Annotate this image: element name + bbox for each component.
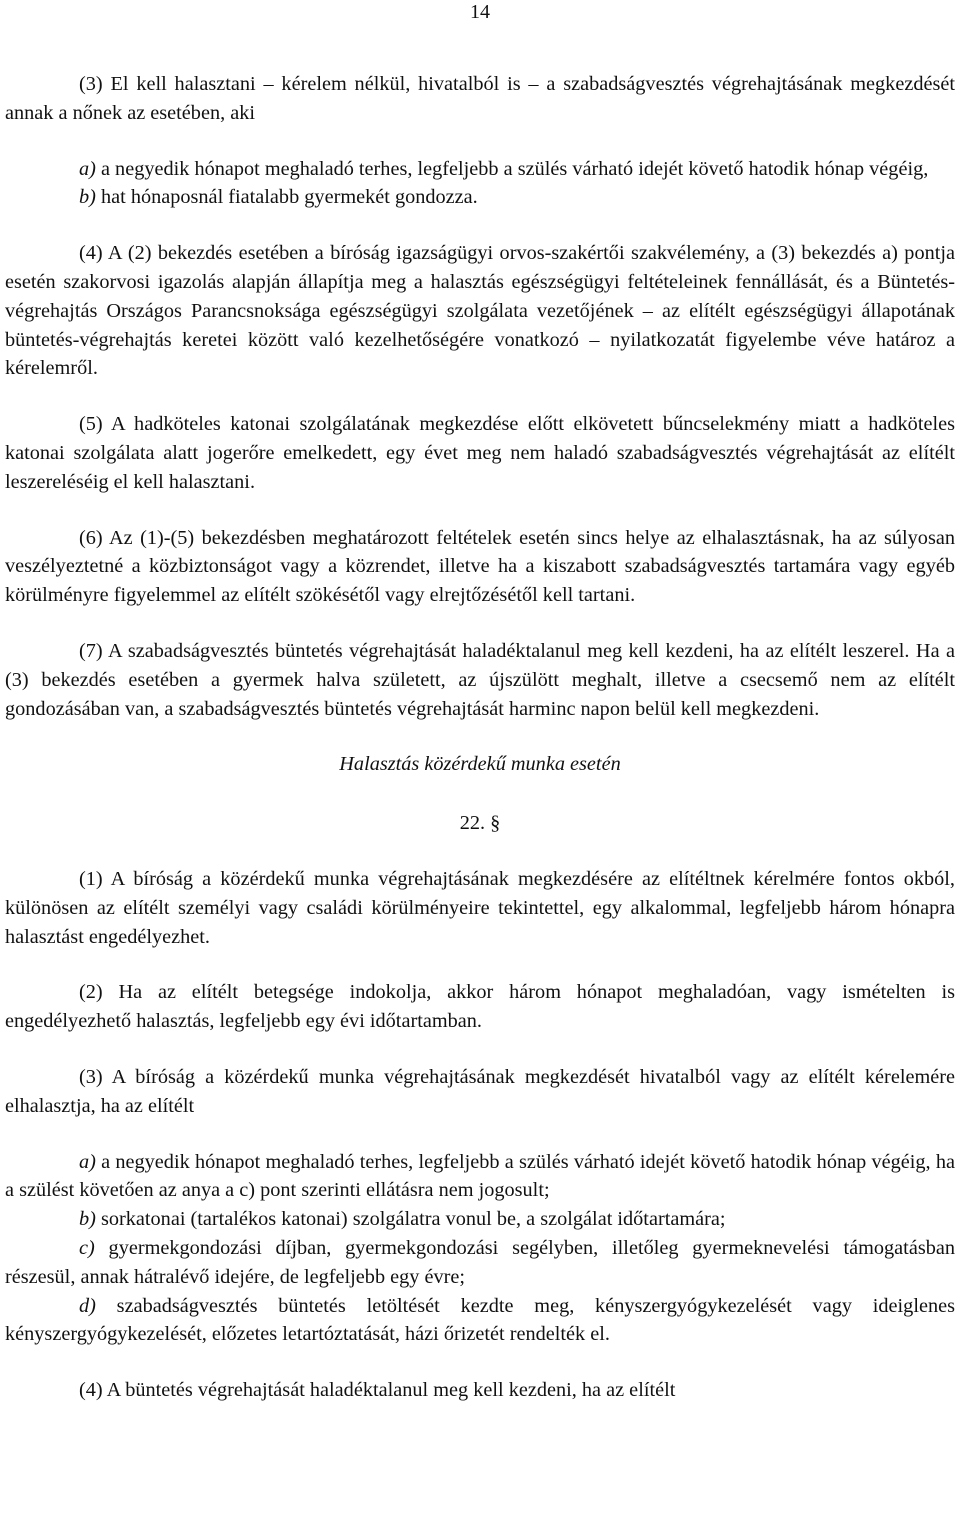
item-text: hat hónaposnál fiatalabb gyermekét gondozza. — [95, 186, 478, 209]
page-number: 14 — [470, 1, 490, 23]
list-item-b — [5, 183, 955, 212]
paragraph-20-6: (6) Az (1)-(5) bekezdésben meghatározott feltételek esetén sincs helye az elhalasztásnak, ha az súlyosan veszélyeztetné a közbiztonságot vagy a közrendet, illetve ha a kiszabott szabadságvesztés tartamára vagy egyéb körülményre figyelemmel az elítélt szökésétől vagy elrejtőzésétől kell tartani. — [5, 526, 955, 607]
item-text: szabadságvesztés büntetés letöltését kezdte meg, kényszergyógykezelését vagy ideiglenes kényszergyógykezelését, előzetes letartóztatását, házi őrizetét rendelték el. — [5, 1294, 955, 1346]
item-text: a negyedik hónapot meghaladó terhes, legfeljebb a szülés várható idejét követő hatodik hónap végéig, ha a szülést követően az anya a c) pont szerinti ellátásra nem jogosult; — [5, 1150, 955, 1202]
paragraph-20-5: (5) A hadköteles katonai szolgálatának megkezdése előtt elkövetett bűncselekmény miatt a hadköteles katonai szolgálata alatt jogerőre emelkedett, egy évet meg nem haladó szabadságvesztés végrehajtását az elítélt leszereléséig el kell halasztani. — [5, 413, 955, 493]
paragraph-20-7: (7) A szabadságvesztés büntetés végrehajtását haladéktalanul meg kell kezdeni, ha az elítélt leszerel. Ha a (3) bekezdés esetében a gyermek halva született, az újszülött meghalt, illetve a csecsemő nem az elítélt gondozásában van, a szabadságvesztés büntetés végrehajtását harminc napon belül kell megkezdeni. — [5, 639, 955, 720]
list-item-a — [5, 1148, 955, 1206]
paragraph-22-4: (4) A büntetés végrehajtását haladéktalanul meg kell kezdeni, ha az elítélt — [79, 1379, 676, 1402]
document-body — [5, 70, 955, 1405]
item-label: a) — [79, 1150, 96, 1173]
paragraph-20-4: (4) A (2) bekezdés esetében a bíróság igazságügyi orvos-szakértői szakvélemény, a (3) bekezdés a) pontja esetén szakorvosi igazolás alapján állapítja meg a halasztás egészségügyi feltételeinek fennállását, és a Büntetés-végrehajtás Országos Parancsnoksága egészségügyi szolgálata vezetőjének – az elítélt egészségügyi állapotának büntetés-végrehajtás keretei között való kezelhetőségére vonatkozó – nyilatkozatát figyelembe véve határoz a kérelemről. — [5, 242, 955, 380]
item-text: a negyedik hónapot meghaladó terhes, legfeljebb a szülés várható idejét követő hatodik hónap végéig, — [95, 157, 929, 180]
list-item-a — [5, 155, 955, 184]
paragraph-22-1: (1) A bíróság a közérdekű munka végrehajtásának megkezdésére az elítéltnek kérelmére fontos okból, különösen az elítélt személyi vagy családi körülményeire tekintettel, egy alkalommal, legfeljebb három hónapra halasztást engedélyezhet. — [5, 867, 955, 948]
item-label: c) — [79, 1236, 95, 1259]
list-item-b — [5, 1205, 955, 1234]
section-number: 22. § — [459, 812, 501, 835]
item-label: b) — [79, 1208, 96, 1231]
item-text: sorkatonai (tartalékos katonai) szolgálatra vonul be, a szolgálat időtartamára; — [95, 1208, 726, 1231]
item-label: b) — [79, 186, 96, 209]
paragraph-22-2: (2) Ha az elítélt betegsége indokolja, akkor három hónapot meghaladóan, vagy ismételten is engedélyezhető halasztás, legfeljebb egy évi időtartamban. — [5, 981, 955, 1033]
section-title: Halasztás közérdekű munka esetén — [339, 753, 621, 776]
item-label: d) — [79, 1294, 96, 1317]
item-label: a) — [79, 157, 96, 180]
list-item-c — [5, 1234, 955, 1292]
item-text: gyermekgondozási díjban, gyermekgondozási segélyben, illetőleg gyermeknevelési támogatásban részesül, annak hátralévő idejére, de legfeljebb egy évre; — [5, 1236, 955, 1288]
list-item-d — [5, 1292, 955, 1350]
paragraph-22-3: (3) A bíróság a közérdekű munka végrehajtásának megkezdését hivatalból vagy az elítélt kérelemére elhalasztja, ha az elítélt — [5, 1065, 955, 1117]
paragraph-20-3: (3) El kell halasztani – kérelem nélkül, hivatalból is – a szabadságvesztés végrehajtásának megkezdését annak a nőnek az esetében, aki — [5, 73, 955, 124]
